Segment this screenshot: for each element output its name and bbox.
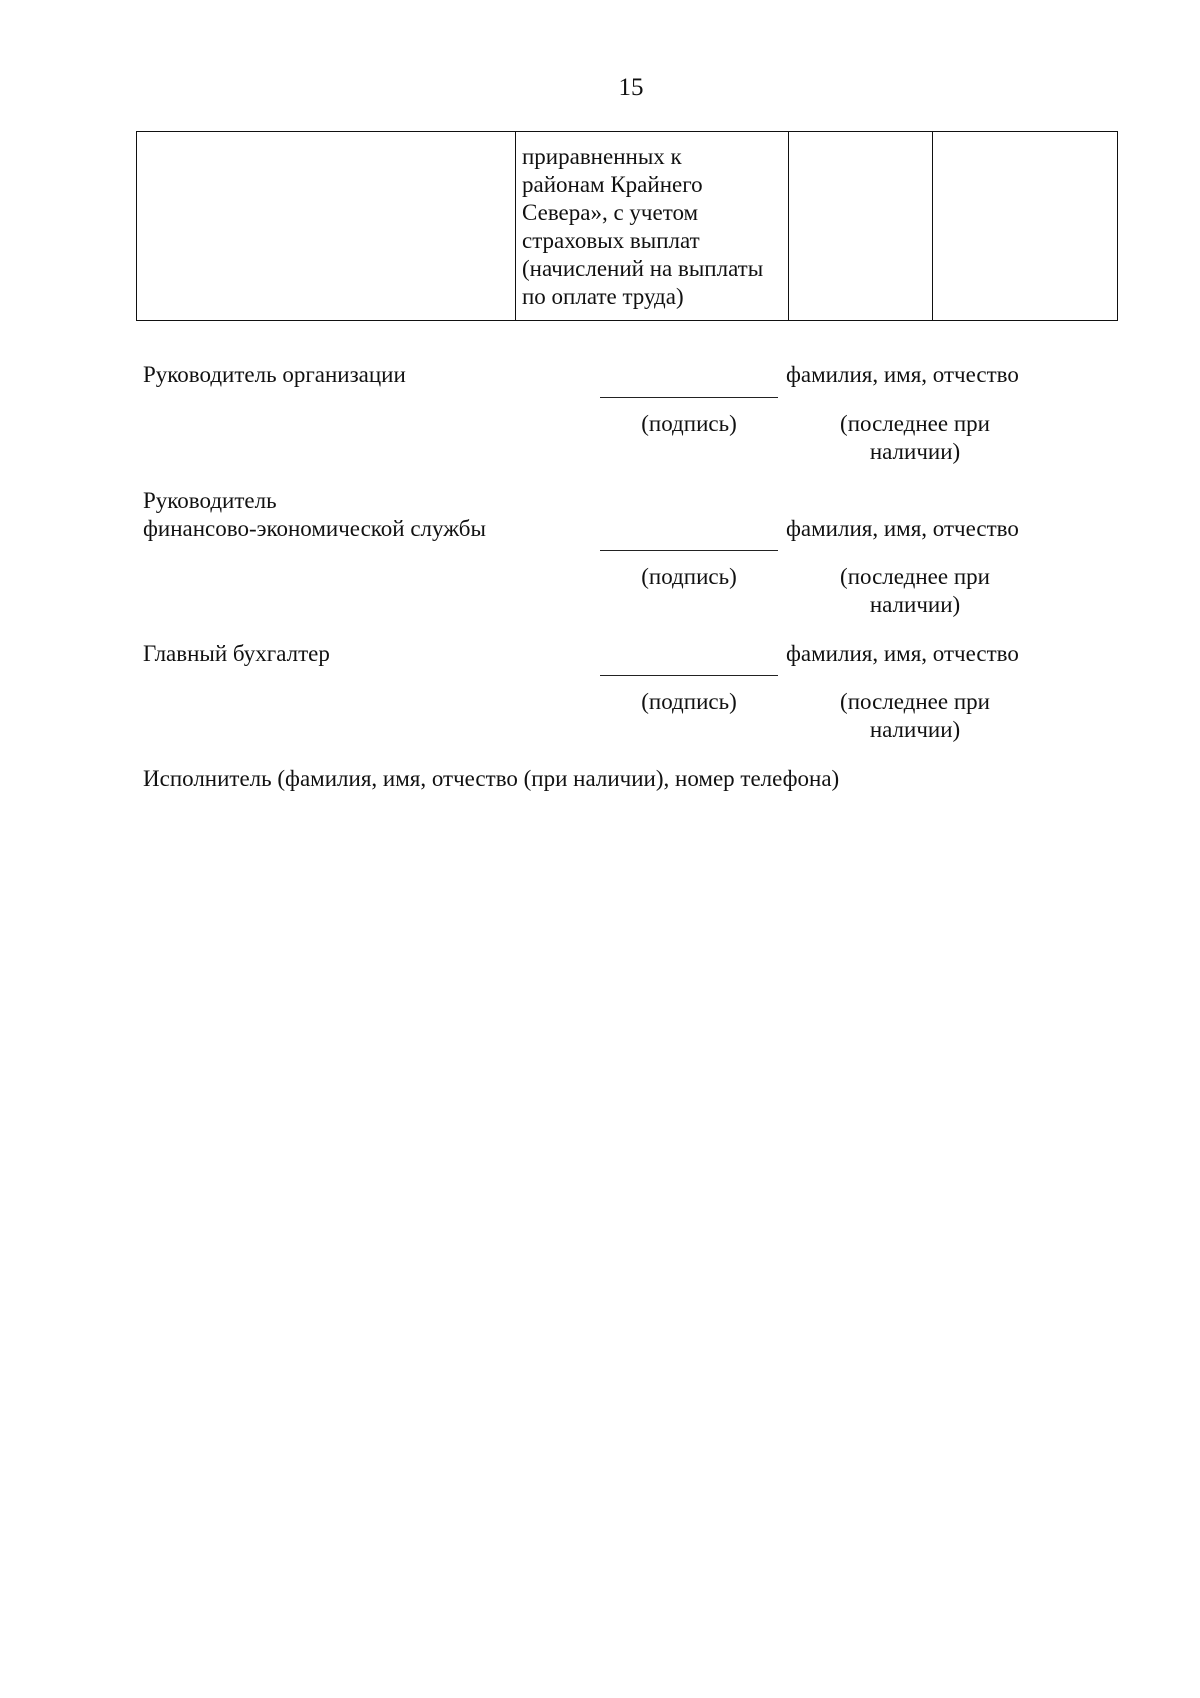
signature-line <box>600 675 778 676</box>
role-label: Руководитель организации <box>143 362 406 387</box>
signature-caption: (подпись) <box>641 689 737 714</box>
executor-line: Исполнитель (фамилия, имя, отчество (при наличии), номер телефона) <box>143 766 840 791</box>
table-cell-1 <box>137 132 516 321</box>
signature-caption: (подпись) <box>641 564 737 589</box>
last-name-caption: (последнее при наличии) <box>840 411 990 464</box>
table-cell-2 <box>516 132 789 321</box>
name-hint: фамилия, имя, отчество <box>786 362 1019 387</box>
table-cell-3-text <box>789 132 932 143</box>
table-cell-4-text <box>933 132 1117 143</box>
role-label: Главный бухгалтер <box>143 641 330 666</box>
table-cell-2-text: приравненных к районам Крайнего Севера», с учетом страховых выплат (начислений на выплаты по оплате труда) <box>522 144 764 309</box>
role-label: Руководитель финансово-экономической службы <box>143 488 486 541</box>
table-cell-1-text <box>137 132 515 143</box>
signature-line <box>600 550 778 551</box>
signature-line <box>600 397 778 398</box>
table-cell-3 <box>789 132 933 321</box>
table-cell-4 <box>933 132 1118 321</box>
last-name-caption: (последнее при наличии) <box>840 689 990 742</box>
continuation-table <box>136 131 1118 321</box>
table-row <box>137 132 1118 321</box>
signature-caption: (подпись) <box>641 411 737 436</box>
last-name-caption: (последнее при наличии) <box>840 564 990 617</box>
name-hint: фамилия, имя, отчество <box>786 641 1019 666</box>
name-hint: фамилия, имя, отчество <box>786 516 1019 541</box>
page-number: 15 <box>618 74 644 101</box>
